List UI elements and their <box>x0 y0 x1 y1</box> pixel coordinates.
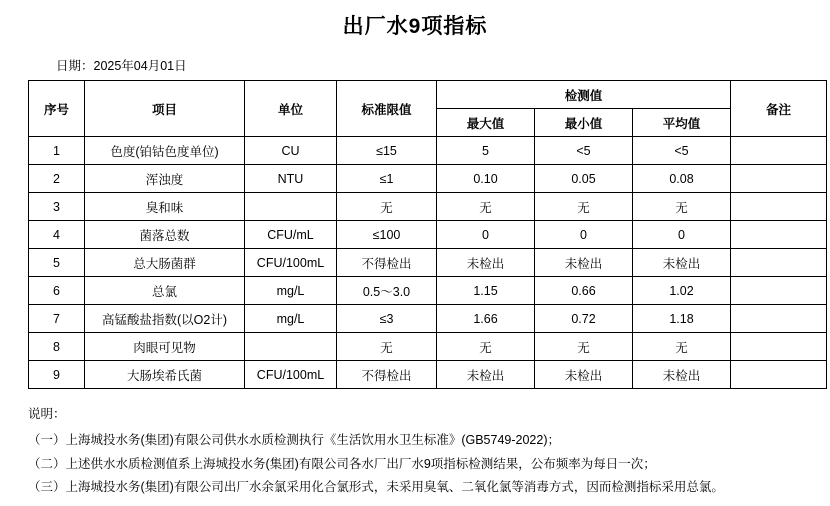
table-row <box>29 165 827 193</box>
page-title: 出厂水9项指标 <box>342 15 488 38</box>
cell-no: 6 <box>29 277 85 305</box>
report-date: 日期：2025年04月01日 <box>56 59 187 73</box>
cell-limit: 0.5～3.0 <box>337 277 437 305</box>
notes-section <box>28 403 830 500</box>
cell-item: 总氯 <box>85 277 245 305</box>
cell-no: 7 <box>29 305 85 333</box>
cell-remark <box>731 249 827 277</box>
cell-item: 菌落总数 <box>85 221 245 249</box>
header-limit: 标准限值 <box>337 81 437 137</box>
cell-unit: CU <box>245 137 337 165</box>
cell-min: 0.72 <box>535 305 633 333</box>
table-row <box>29 361 827 389</box>
cell-min: 未检出 <box>535 249 633 277</box>
cell-min: 0 <box>535 221 633 249</box>
header-remark: 备注 <box>731 81 827 137</box>
cell-no: 4 <box>29 221 85 249</box>
cell-unit <box>245 193 337 221</box>
cell-avg: 未检出 <box>633 361 731 389</box>
cell-remark <box>731 333 827 361</box>
table-header <box>29 81 827 137</box>
cell-limit: ≤1 <box>337 165 437 193</box>
cell-remark <box>731 221 827 249</box>
notes-heading: 说明： <box>28 407 66 421</box>
cell-item: 高锰酸盐指数(以O2计) <box>85 305 245 333</box>
table-row <box>29 137 827 165</box>
cell-no: 5 <box>29 249 85 277</box>
cell-max: 无 <box>437 193 535 221</box>
cell-no: 9 <box>29 361 85 389</box>
cell-max: 0 <box>437 221 535 249</box>
cell-limit: 无 <box>337 193 437 221</box>
table-row <box>29 333 827 361</box>
cell-avg: 未检出 <box>633 249 731 277</box>
cell-remark <box>731 305 827 333</box>
cell-avg: 无 <box>633 193 731 221</box>
cell-min: <5 <box>535 137 633 165</box>
header-no: 序号 <box>29 81 85 137</box>
header-max: 最大值 <box>437 109 535 137</box>
cell-min: 无 <box>535 333 633 361</box>
cell-min: 0.05 <box>535 165 633 193</box>
cell-max: 0.10 <box>437 165 535 193</box>
header-min: 最小值 <box>535 109 633 137</box>
cell-unit: mg/L <box>245 277 337 305</box>
cell-no: 1 <box>29 137 85 165</box>
cell-unit <box>245 333 337 361</box>
table-row <box>29 249 827 277</box>
cell-remark <box>731 277 827 305</box>
cell-max: 1.15 <box>437 277 535 305</box>
cell-max: 未检出 <box>437 361 535 389</box>
note-line-3: （三）上海城投水务(集团)有限公司出厂水余氯采用化合氯形式，未采用臭氧、二氧化氯等消毒方式，因而检测指标采用总氯。 <box>28 480 724 495</box>
header-detect-group: 检测值 <box>437 81 731 109</box>
cell-remark <box>731 193 827 221</box>
cell-max: 无 <box>437 333 535 361</box>
cell-remark <box>731 165 827 193</box>
cell-item: 大肠埃希氏菌 <box>85 361 245 389</box>
cell-avg: 1.18 <box>633 305 731 333</box>
cell-limit: 不得检出 <box>337 361 437 389</box>
cell-unit: NTU <box>245 165 337 193</box>
table-row <box>29 193 827 221</box>
cell-max: 5 <box>437 137 535 165</box>
cell-no: 8 <box>29 333 85 361</box>
cell-min: 未检出 <box>535 361 633 389</box>
cell-item: 总大肠菌群 <box>85 249 245 277</box>
water-quality-table <box>28 80 827 389</box>
header-item: 项目 <box>85 81 245 137</box>
note-line-1: （一）上海城投水务(集团)有限公司供水水质检测执行《生活饮用水卫生标准》(GB5749-2022)； <box>28 432 560 447</box>
cell-item: 浑浊度 <box>85 165 245 193</box>
table-row <box>29 277 827 305</box>
table-row <box>29 221 827 249</box>
cell-limit: 不得检出 <box>337 249 437 277</box>
cell-avg: 0.08 <box>633 165 731 193</box>
cell-avg: <5 <box>633 137 731 165</box>
header-unit: 单位 <box>245 81 337 137</box>
cell-avg: 无 <box>633 333 731 361</box>
cell-remark <box>731 361 827 389</box>
cell-item: 臭和味 <box>85 193 245 221</box>
cell-no: 2 <box>29 165 85 193</box>
cell-min: 无 <box>535 193 633 221</box>
cell-limit: 无 <box>337 333 437 361</box>
table-body <box>29 137 827 389</box>
table-row <box>29 305 827 333</box>
header-row-1 <box>29 81 827 109</box>
cell-unit: mg/L <box>245 305 337 333</box>
cell-max: 未检出 <box>437 249 535 277</box>
cell-avg: 0 <box>633 221 731 249</box>
cell-item: 色度(铂钴色度单位) <box>85 137 245 165</box>
cell-unit: CFU/100mL <box>245 361 337 389</box>
cell-limit: ≤3 <box>337 305 437 333</box>
cell-limit: ≤100 <box>337 221 437 249</box>
cell-item: 肉眼可见物 <box>85 333 245 361</box>
cell-unit: CFU/100mL <box>245 249 337 277</box>
note-line-2: （二）上述供水水质检测值系上海城投水务(集团)有限公司各水厂出厂水9项指标检测结果，公布频率为每日一次； <box>28 456 656 471</box>
cell-max: 1.66 <box>437 305 535 333</box>
cell-no: 3 <box>29 193 85 221</box>
cell-remark <box>731 137 827 165</box>
cell-avg: 1.02 <box>633 277 731 305</box>
cell-limit: ≤15 <box>337 137 437 165</box>
cell-unit: CFU/mL <box>245 221 337 249</box>
cell-min: 0.66 <box>535 277 633 305</box>
header-avg: 平均值 <box>633 109 731 137</box>
